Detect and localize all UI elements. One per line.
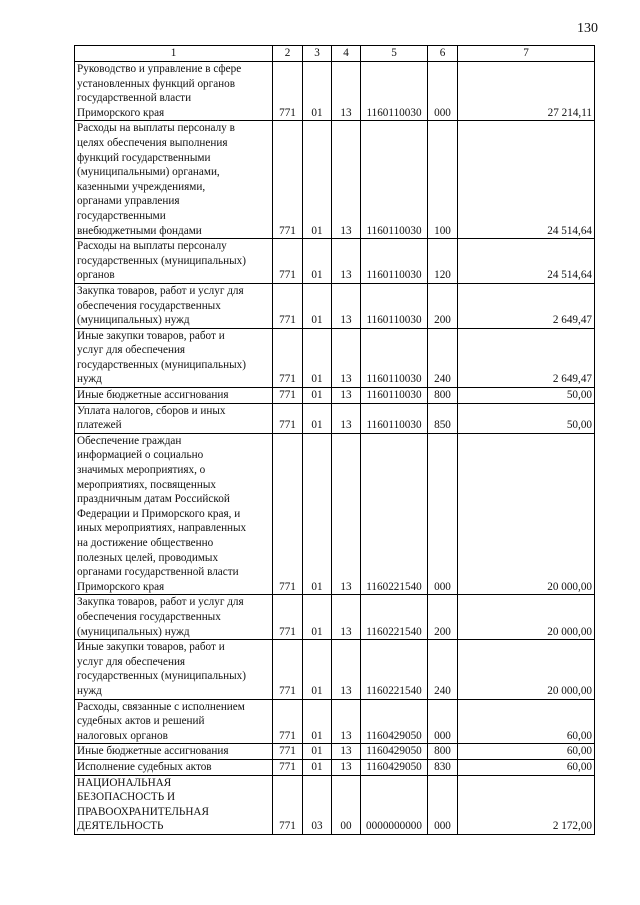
row-expense-type: 830	[428, 759, 458, 775]
row-target-code: 1160110030	[361, 283, 428, 328]
row-admin-code: 771	[273, 775, 303, 834]
row-admin-code: 771	[273, 699, 303, 744]
header-col-1: 1	[75, 46, 273, 62]
row-target-code: 1160110030	[361, 403, 428, 433]
row-name: Закупка товаров, работ и услуг для обеспечения государственных (муниципальных) нужд	[75, 595, 273, 640]
row-section: 01	[303, 62, 332, 121]
row-target-code: 1160110030	[361, 388, 428, 404]
row-name: Обеспечение граждан информацией о социально значимых мероприятиях, о мероприятиях, посвященных праздничным датам Российской Федерации и Приморского края, и иных мероприятиях, направленных на достижение общественно полезных целей, проводимых органами государственной власти Приморского края	[75, 433, 273, 595]
row-subsection: 13	[332, 759, 361, 775]
row-subsection: 13	[332, 388, 361, 404]
row-admin-code: 771	[273, 759, 303, 775]
row-expense-type: 850	[428, 403, 458, 433]
row-target-code: 1160221540	[361, 640, 428, 699]
table-row	[75, 640, 595, 699]
row-name: Расходы, связанные с исполнением судебных актов и решений налоговых органов	[75, 699, 273, 744]
row-admin-code: 771	[273, 403, 303, 433]
row-expense-type: 200	[428, 595, 458, 640]
row-amount: 20 000,00	[458, 433, 595, 595]
table-row	[75, 433, 595, 595]
row-amount: 27 214,11	[458, 62, 595, 121]
header-col-7: 7	[458, 46, 595, 62]
row-name: Уплата налогов, сборов и иных платежей	[75, 403, 273, 433]
row-expense-type: 000	[428, 775, 458, 834]
table-row	[75, 121, 595, 239]
row-amount: 20 000,00	[458, 640, 595, 699]
row-subsection: 13	[332, 640, 361, 699]
row-amount: 2 649,47	[458, 328, 595, 387]
row-expense-type: 800	[428, 388, 458, 404]
row-expense-type: 200	[428, 283, 458, 328]
table-row	[75, 62, 595, 121]
row-amount: 50,00	[458, 388, 595, 404]
header-col-3: 3	[303, 46, 332, 62]
row-admin-code: 771	[273, 62, 303, 121]
row-section: 01	[303, 595, 332, 640]
table-header-row	[75, 46, 595, 62]
row-amount: 60,00	[458, 759, 595, 775]
row-name: Иные закупки товаров, работ и услуг для обеспечения государственных (муниципальных) нужд	[75, 328, 273, 387]
page-number: 130	[577, 21, 598, 36]
table-row	[75, 239, 595, 284]
header-col-2: 2	[273, 46, 303, 62]
budget-table	[74, 45, 595, 835]
row-amount: 60,00	[458, 744, 595, 760]
row-subsection: 13	[332, 328, 361, 387]
row-subsection: 13	[332, 403, 361, 433]
row-name: НАЦИОНАЛЬНАЯ БЕЗОПАСНОСТЬ И ПРАВООХРАНИТЕЛЬНАЯ ДЕЯТЕЛЬНОСТЬ	[75, 775, 273, 834]
row-target-code: 1160429050	[361, 744, 428, 760]
row-amount: 50,00	[458, 403, 595, 433]
table-row	[75, 328, 595, 387]
row-target-code: 1160429050	[361, 699, 428, 744]
table-row	[75, 744, 595, 760]
row-name: Иные бюджетные ассигнования	[75, 744, 273, 760]
row-amount: 2 172,00	[458, 775, 595, 834]
row-section: 03	[303, 775, 332, 834]
row-section: 01	[303, 239, 332, 284]
row-amount: 60,00	[458, 699, 595, 744]
row-admin-code: 771	[273, 328, 303, 387]
row-name: Расходы на выплаты персоналу государственных (муниципальных) органов	[75, 239, 273, 284]
header-col-6: 6	[428, 46, 458, 62]
row-subsection: 13	[332, 62, 361, 121]
row-subsection: 13	[332, 595, 361, 640]
row-expense-type: 000	[428, 62, 458, 121]
header-col-4: 4	[332, 46, 361, 62]
row-subsection: 13	[332, 283, 361, 328]
row-target-code: 1160110030	[361, 62, 428, 121]
row-subsection: 13	[332, 121, 361, 239]
table-row	[75, 595, 595, 640]
row-subsection: 13	[332, 744, 361, 760]
row-expense-type: 240	[428, 640, 458, 699]
row-amount: 24 514,64	[458, 121, 595, 239]
table-row	[75, 699, 595, 744]
row-target-code: 0000000000	[361, 775, 428, 834]
row-name: Иные закупки товаров, работ и услуг для обеспечения государственных (муниципальных) нужд	[75, 640, 273, 699]
row-expense-type: 100	[428, 121, 458, 239]
row-section: 01	[303, 121, 332, 239]
row-expense-type: 000	[428, 433, 458, 595]
row-admin-code: 771	[273, 283, 303, 328]
row-admin-code: 771	[273, 595, 303, 640]
table-row	[75, 775, 595, 834]
row-amount: 2 649,47	[458, 283, 595, 328]
row-admin-code: 771	[273, 239, 303, 284]
table-row	[75, 283, 595, 328]
row-section: 01	[303, 388, 332, 404]
row-section: 01	[303, 283, 332, 328]
row-subsection: 13	[332, 239, 361, 284]
row-expense-type: 800	[428, 744, 458, 760]
row-name: Иные бюджетные ассигнования	[75, 388, 273, 404]
row-target-code: 1160221540	[361, 433, 428, 595]
row-name: Закупка товаров, работ и услуг для обеспечения государственных (муниципальных) нужд	[75, 283, 273, 328]
table-row	[75, 403, 595, 433]
row-admin-code: 771	[273, 744, 303, 760]
row-admin-code: 771	[273, 121, 303, 239]
row-subsection: 13	[332, 433, 361, 595]
row-target-code: 1160221540	[361, 595, 428, 640]
header-col-5: 5	[361, 46, 428, 62]
row-name: Расходы на выплаты персоналу в целях обеспечения выполнения функций государственными (муниципальными) органами, казенными учреждениями, органами управления государственными внебюджетными фондами	[75, 121, 273, 239]
row-section: 01	[303, 328, 332, 387]
row-expense-type: 240	[428, 328, 458, 387]
row-section: 01	[303, 433, 332, 595]
row-amount: 24 514,64	[458, 239, 595, 284]
row-section: 01	[303, 699, 332, 744]
row-subsection: 13	[332, 699, 361, 744]
row-expense-type: 000	[428, 699, 458, 744]
row-admin-code: 771	[273, 388, 303, 404]
row-expense-type: 120	[428, 239, 458, 284]
row-section: 01	[303, 403, 332, 433]
row-target-code: 1160429050	[361, 759, 428, 775]
row-target-code: 1160110030	[361, 239, 428, 284]
row-name: Исполнение судебных актов	[75, 759, 273, 775]
row-target-code: 1160110030	[361, 121, 428, 239]
row-section: 01	[303, 640, 332, 699]
table-row	[75, 759, 595, 775]
row-section: 01	[303, 759, 332, 775]
row-subsection: 00	[332, 775, 361, 834]
table-row	[75, 388, 595, 404]
row-admin-code: 771	[273, 640, 303, 699]
row-name: Руководство и управление в сфере установленных функций органов государственной власти Приморского края	[75, 62, 273, 121]
row-target-code: 1160110030	[361, 328, 428, 387]
row-admin-code: 771	[273, 433, 303, 595]
row-section: 01	[303, 744, 332, 760]
row-amount: 20 000,00	[458, 595, 595, 640]
